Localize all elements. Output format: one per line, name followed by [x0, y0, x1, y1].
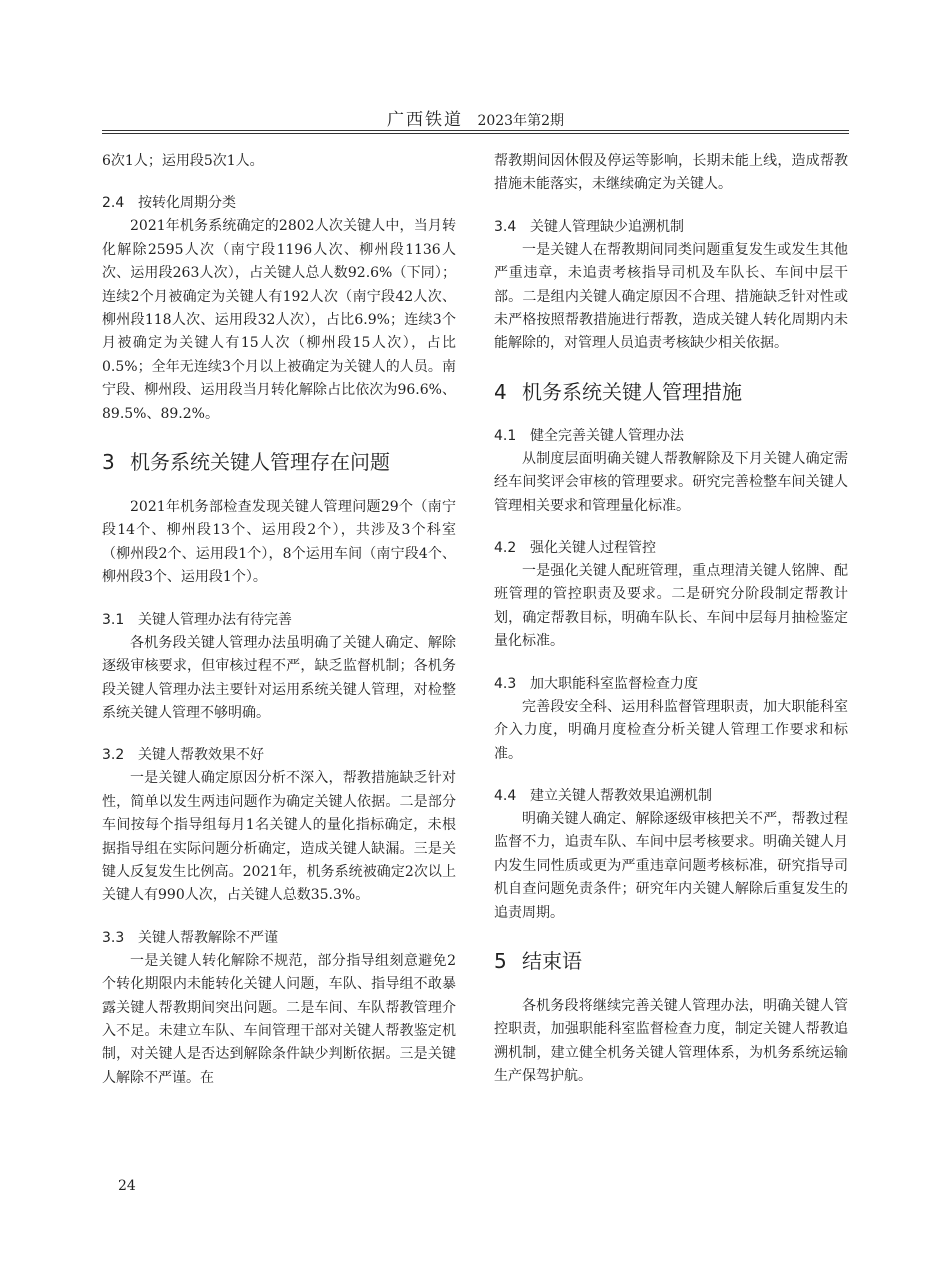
page-number: 24: [118, 1178, 136, 1194]
running-header: [102, 105, 849, 130]
section-heading-3-1: 3.1 关键人管理办法有待完善: [102, 611, 292, 628]
section-heading-4-1: 4.1 健全完善关键人管理办法: [494, 427, 684, 444]
section-heading-5: 5 结束语: [494, 948, 582, 973]
section-heading-4-2: 4.2 强化关键人过程管控: [494, 540, 656, 557]
section-heading-3-2: 3.2 关键人帮教效果不好: [102, 747, 264, 764]
paragraph: 各机务段将继续完善关键人管理办法，明确关键人管控职责，加强职能科室监督检查力度，制定关键人帮教追溯机制，建立健全机务关键人管理体系，为机务系统运输生产保驾护航。: [494, 997, 848, 1085]
section-heading-4: 4 机务系统关键人管理措施: [494, 379, 742, 404]
issue-label: 2023年第2期: [477, 113, 564, 129]
paragraph: 2021年机务系统确定的2802人次关键人中，当月转化解除2595人次（南宁段1196人次、柳州段1136人次、运用段263人次），占关键人总人数92.6%（下同）；连续2个月被确定为关键人有192人次（南宁段42人次、柳州段118人次、运用段32人次），占比6.9%；连续3个月被确定为关键人有15人次（柳州段15人次），占比0.5%；全年无连续3个月以上被确定为关键人的人员。南宁段、柳州段、运用段当月转化解除占比依次为96.6%、89.5%、89.2%。: [102, 218, 456, 422]
header-rule-top: [102, 130, 849, 131]
section-heading-4-3: 4.3 加大职能科室监督检查力度: [494, 675, 698, 692]
left-column: [102, 150, 456, 1090]
section-heading-3: 3 机务系统关键人管理存在问题: [102, 450, 390, 475]
journal-name: 广西铁道: [387, 110, 463, 130]
paragraph: 一是强化关键人配班管理，重点理清关键人铭牌、配班管理的管控职责及要求。二是研究分阶段制定帮教计划，确定帮教目标，明确车队长、车间中层每月抽检鉴定量化标准。: [494, 563, 848, 650]
paragraph: 帮教期间因休假及停运等影响，长期未能上线，造成帮教措施未能落实，未继续确定为关键人。: [494, 153, 848, 193]
section-heading-3-4: 3.4 关键人管理缺少追溯机制: [494, 218, 684, 235]
paragraph: 6次1人；运用段5次1人。: [102, 153, 264, 169]
paragraph: 2021年机务部检查发现关键人管理问题29个（南宁段14个、柳州段13个、运用段2个），共涉及3个科室（柳州段2个、运用段1个），8个运用车间（南宁段4个、柳州段3个、运用段1个）。: [102, 499, 456, 586]
section-heading-4-4: 4.4 建立关键人帮教效果追溯机制: [494, 787, 712, 804]
paragraph: 一是关键人确定原因分析不深入，帮教措施缺乏针对性，简单以发生两违问题作为确定关键人依据。二是部分车间按每个指导组每月1名关键人的量化指标确定，未根据指导组在实际问题分析确定，造成关键人缺漏。三是关键人反复发生比例高。2021年，机务系统被确定2次以上关键人有990人次，占关键人总数35.3%。: [102, 770, 456, 904]
section-heading-2-4: 2.4 按转化周期分类: [102, 195, 236, 212]
paragraph: 从制度层面明确关键人帮教解除及下月关键人确定需经车间奖评会审核的管理要求。研究完善检整车间关键人管理相关要求和管理量化标准。: [494, 450, 848, 514]
header-rule-bottom: [102, 133, 849, 134]
paragraph: 完善段安全科、运用科监督管理职责，加大职能科室介入力度，明确月度检查分析关键人管理工作要求和标准。: [494, 698, 848, 762]
paragraph: 明确关键人确定、解除逐级审核把关不严，帮教过程监督不力，追责车队、车间中层考核要求。明确关键人月内发生同性质或更为严重违章问题考核标准，研究指导司机自查问题免责条件；研究年内关键人解除后重复发生的追责周期。: [494, 810, 848, 921]
paragraph: 一是关键人在帮教期间同类问题重复发生或发生其他严重违章，未追责考核指导司机及车队长、车间中层干部。二是组内关键人确定原因不合理、措施缺乏针对性或未严格按照帮教措施进行帮教，造成关键人转化周期内未能解除的，对管理人员追责考核缺少相关依据。: [494, 241, 848, 352]
section-heading-3-3: 3.3 关键人帮教解除不严谨: [102, 929, 278, 946]
paragraph: 一是关键人转化解除不规范，部分指导组刻意避免2个转化期限内未能转化关键人问题，车队、指导组不敢暴露关键人帮教期间突出问题。二是车间、车队帮教管理介入不足。未建立车队、车间管理干部对关键人帮教鉴定机制，对关键人是否达到解除条件缺少判断依据。三是关键人解除不严谨。在: [102, 952, 456, 1086]
right-column: [494, 150, 848, 1089]
paragraph: 各机务段关键人管理办法虽明确了关键人确定、解除逐级审核要求，但审核过程不严，缺乏监督机制；各机务段关键人管理办法主要针对运用系统关键人管理，对检整系统关键人管理不够明确。: [102, 634, 456, 721]
